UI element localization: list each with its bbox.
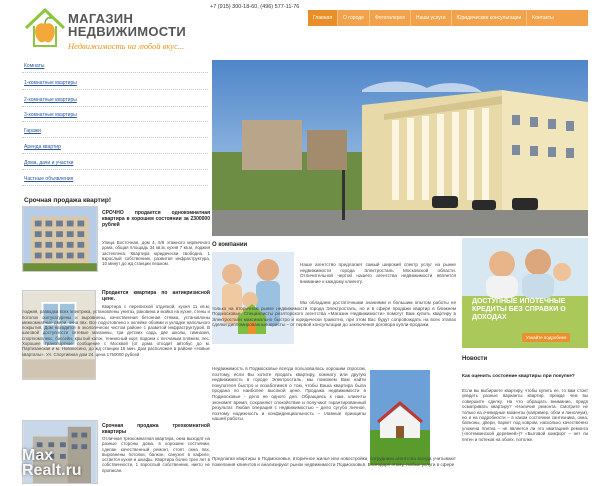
sidebar-link-1room[interactable]: 1-комнатные квартиры <box>24 80 77 86</box>
sidebar-link-houses[interactable]: Дома, дачи и участки <box>24 160 74 166</box>
logo-title[interactable] <box>68 12 186 38</box>
house-apple-logo-icon[interactable] <box>22 6 68 50</box>
divider <box>22 185 208 186</box>
about-paragraph-4: Предлагая квартиры в Подмосковье, вторичное жилье или новостройки, сотрудники агентства всегда учитывают пожелания клиентов и анализируют рынок недвижимости Подмосковья. Благодаря этому, любые услуги в сфере <box>212 456 456 467</box>
news-title: Новости <box>462 356 488 362</box>
watermark-line2: Realt.ru <box>22 462 82 479</box>
divider <box>22 106 208 107</box>
banner-text: ДОСТУПНЫЕ ИПОТЕЧНЫЕ КРЕДИТЫ БЕЗ СПРАВКИ О ДОХОДАХ <box>472 298 566 321</box>
about-paragraph-2: Мы обладаем достаточными знаниями и большим опытом работы не только на вторичном рынке недвижимости города Электросталь, но и в сфере продажи квартир в ближнем Подмосковье. Специалисты риэлторского агентства «Магазин Недвижимости» помогут Вам купить квартиру в Электростали максимально быстро и юридически грамотно, при этом Вас будут сопровождать на всех этапах сделки дипломированные юристы – от первой консультации до заключения договора купли-продажи. <box>212 300 456 328</box>
divider <box>22 169 208 170</box>
listing-body: Квартира с перепиской отделкой, кухня 11 кв.м, лоджия, разводка всех электрика, установлены унитаз, раковина и мойка на кухне, стены и потолок оштукатурены и выровнены, качественная бетонная стяжка, установлены межкомнатные двери, окна пвх. Все подготовлено к оклейке обоями и укладке напольного покрытия. Дом находится в экологически чистом районе с развитой инфраструктурой. В шаговой доступности сетевые магазины, три детских сада, две школы, гимназия, спорткомплекс, бассейн, крытый каток, теннисный корт, водоем с песчаным пляжем, лес. Хорошее транспортное сообщение с Москвой (от дома отходит автобус до м. Партизанская и м. Новокосино, до жд станции 15 мин. Дом расположен в районе «Новые кварталы». Ул. Спортивная дом 24. цена 1750000 рублей <box>22 304 210 357</box>
logo-slogan: Недвижимость на любой вкус... <box>68 41 185 51</box>
divider <box>22 72 208 73</box>
watermark-line1: Max <box>22 447 54 464</box>
nav-item-legal[interactable]: Юридические консультации <box>452 10 528 26</box>
listing-card <box>22 206 210 284</box>
maxrealt-watermark <box>22 448 82 478</box>
sidebar-link-2room[interactable]: 2-комнатные квартиры <box>24 97 77 103</box>
nav-item-home[interactable]: Главная <box>308 10 338 26</box>
nav-item-about-city[interactable]: О городе <box>338 10 370 26</box>
site-header <box>0 0 600 58</box>
nav-item-gallery[interactable]: Фотогалерея <box>370 10 411 26</box>
city-building-photo <box>212 60 588 236</box>
mortgage-banner[interactable] <box>462 238 588 348</box>
news-body: Если вы выбираете квартиру, чтобы купить ее, то вам стоит уведеть разные варианты квартир, прежде чем вы совершите сделку. На что обращать внимание, придя осматривать квартиру? «Наличие ремонта. Смотрите не только на очевидные моменты (например, обои и линолеум), но и на подробности – в каком состоянии сантехника, окна, балконы, двери, паркет под ковром, насколько качественно уложена плитка – не является ли это имитацией ремонта («потемкинской деревней»)? «Бытовой комфорт – нет ли пятен и потеков на обоях, потолке. <box>462 388 588 442</box>
logo-title-line2: НЕДВИЖИМОСТИ <box>68 24 187 39</box>
sidebar-link-rent[interactable]: Аренда квартир <box>24 144 61 150</box>
sidebar-link-garages[interactable]: Гаражи <box>24 128 41 134</box>
listing-body: Улица Восточная, дом 4, 5/9 этажного кирпичного дома, общая площадь 34 кв.м, кухня 7 кв.м, лоджия застеклена. Квартира юридически свободна. 1 взрослый собственник, развитая инфраструктура, 10 минут до жд станции пешком. <box>102 240 210 267</box>
divider <box>22 89 208 90</box>
banner-family-image <box>462 238 588 348</box>
divider <box>22 137 208 138</box>
listing-heading[interactable]: Продается квартира по антикризисной цене. <box>102 290 210 302</box>
house-grass-photo <box>370 370 430 465</box>
building-photo[interactable] <box>22 206 98 272</box>
sidebar-link-private[interactable]: Частные объявления <box>24 176 74 182</box>
nav-item-services[interactable]: Наши услуги <box>411 10 452 26</box>
urgent-sale-title: Срочная продажа квартир! <box>24 197 111 204</box>
news-headline[interactable]: Как оценить состояние квартиры при покупке? <box>462 374 575 379</box>
banner-more-button[interactable]: Узнайте подробнее <box>522 333 570 342</box>
main-nav <box>308 10 588 26</box>
sidebar-link-rooms[interactable]: Комнаты <box>24 63 45 69</box>
listing-heading[interactable]: СРОЧНО продается однокомнатная квартира в хорошем состоянии за 2300000 рублей <box>102 210 210 228</box>
divider <box>22 153 208 154</box>
listing-card <box>22 290 210 418</box>
listing-heading[interactable]: Срочная продажа трехкомнатной квартиры <box>102 423 210 435</box>
about-paragraph-3: Недвижимость в Подмосковье всегда пользовалась хорошим спросом, поэтому, если Вы хотите продать квартиру, комнату или другую недвижимость в городе Электросталь, мы поможем Вам найти покупателя быстро и позаботимся о том, чтобы Ваша квартира была продана по наиболее высокой цене. Продажа недвижимости в Подмосковье - дело не одного дня. Обращаясь к нам, клиенты экономят время, сохраняют спокойствие и получают гарантированный результат. Любая операция с недвижимостью – дело сугубо личное, поэтому надежность и конфиденциальность – главные принципы нашей работы. <box>212 366 366 422</box>
phone-numbers: +7 (915) 300-18-60, (496) 577-11-76 <box>210 4 300 10</box>
divider <box>22 121 208 122</box>
logo-title-line1: МАГАЗИН <box>68 11 134 26</box>
listing-body: Отличная трехкомнатная квартира, окна выходят на разные стороны дома, в хорошем состоянии, сделан качественный ремонт, стоят окна пвх, выровнены потолки, балкон, санузел в кафеле, остается кухня и шкафы. Квартира более трех лет в собственности, 1 взрослый собственник, никто не прописан. <box>102 436 210 473</box>
nav-item-contacts[interactable]: Контакты <box>532 15 554 21</box>
sidebar-link-3room[interactable]: 3-комнатные квартиры <box>24 112 77 118</box>
about-paragraph-1: Наше агентство предлагает самый широкий спектр услуг на рынке недвижимости города Электросталь Московской области. Отличительной чертой нашего агентства недвижимости является внимание к каждому клиенту. <box>300 262 456 284</box>
about-title: О компании <box>212 242 248 248</box>
